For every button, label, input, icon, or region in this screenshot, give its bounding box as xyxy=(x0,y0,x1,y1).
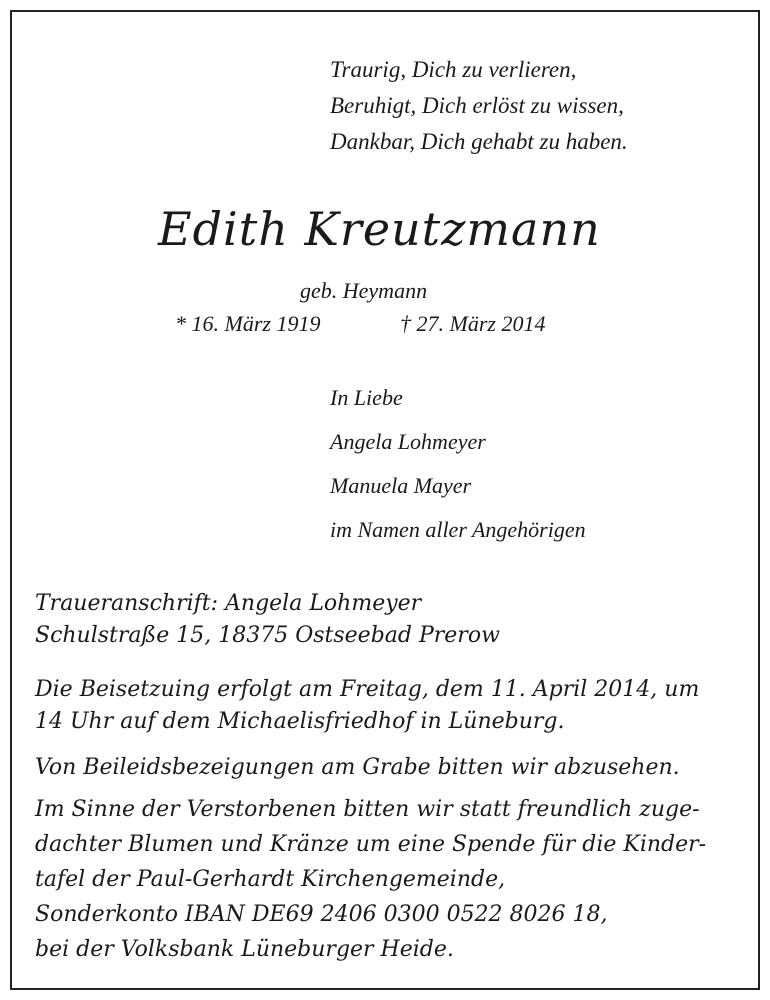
poem-line-1: Traurig, Dich zu verlieren, xyxy=(330,57,577,82)
mourners-all-relatives: im Namen aller Angehörigen xyxy=(330,517,586,542)
poem-line-2: Beruhigt, Dich erlöst zu wissen, xyxy=(330,93,624,118)
funeral-info-line: Die Beisetzuing erfolgt am Freitag, dem 11. April 2014, um xyxy=(35,677,700,702)
poem-line-3: Dankbar, Dich gehabt zu haben. xyxy=(330,129,628,154)
mourners-intro: In Liebe xyxy=(330,385,403,410)
death-date: † 27. März 2014 xyxy=(400,311,546,336)
deceased-name: Edith Kreutzmann xyxy=(158,202,601,256)
funeral-info-line: 14 Uhr auf dem Michaelisfriedhof in Lüneburg. xyxy=(35,709,565,734)
donation-line: tafel der Paul-Gerhardt Kirchengemeinde, xyxy=(35,867,506,892)
donation-bank: bei der Volksbank Lüneburger Heide. xyxy=(35,937,454,962)
condolence-address-street: Schulstraße 15, 18375 Ostseebad Prerow xyxy=(35,623,500,648)
donation-iban: Sonderkonto IBAN DE69 2406 0300 0522 8026 18, xyxy=(35,902,608,927)
mourner-name: Manuela Mayer xyxy=(330,473,472,498)
birth-date: * 16. März 1919 xyxy=(175,311,321,336)
donation-line: Im Sinne der Verstorbenen bitten wir statt freundlich zuge- xyxy=(35,797,700,822)
donation-line: dachter Blumen und Kränze um eine Spende für die Kinder- xyxy=(35,832,707,857)
mourner-name: Angela Lohmeyer xyxy=(330,429,486,454)
condolences-note: Von Beileidsbezeigungen am Grabe bitten wir abzusehen. xyxy=(35,755,680,780)
maiden-name: geb. Heymann xyxy=(300,278,428,303)
condolence-address-label: Traueranschrift: Angela Lohmeyer xyxy=(35,591,422,616)
